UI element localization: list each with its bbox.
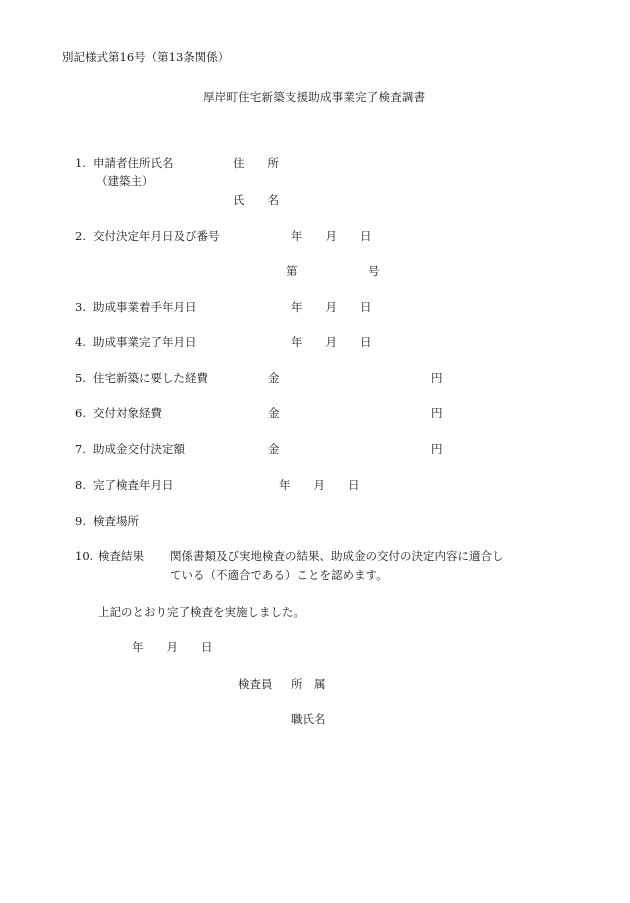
item-10-label: 検査結果 [98,549,144,563]
item-4-date: 年 月 日 [291,335,372,349]
item-9-label: 検査場所 [93,514,139,528]
document-title: 厚岸町住宅新築支援助成事業完了検査調書 [203,90,426,104]
item-10-result-line2: ている（不適合である）ことを認めます。 [170,568,388,582]
item-4-label: 助成事業完了年月日 [93,335,197,349]
item-8-number: 8. [75,478,86,492]
item-8-date: 年 月 日 [279,478,360,492]
item-7-label: 助成金交付決定額 [93,442,185,456]
item-4-number: 4. [75,335,86,349]
item-1-label: 申請者住所氏名 [93,156,174,170]
item-1-name-label: 氏 名 [233,193,279,207]
item-9-number: 9. [75,514,86,528]
item-5-label: 住宅新築に要した経費 [93,371,208,385]
item-5-kin: 金 [268,371,280,385]
item-7-number: 7. [75,442,86,456]
item-6-label: 交付対象経費 [93,406,162,420]
item-3-date: 年 月 日 [291,300,372,314]
item-8-label: 完了検査年月日 [93,478,174,492]
item-1-number: 1. [75,156,86,170]
item-2-number-suffix: 号 [368,264,380,278]
inspector-label: 検査員 [238,677,273,691]
item-7-yen: 円 [431,442,443,456]
item-1-sublabel: （建築主） [96,174,154,188]
item-6-number: 6. [75,406,86,420]
item-2-label: 交付決定年月日及び番号 [93,229,220,243]
item-5-yen: 円 [431,371,443,385]
item-10-result-line1: 関係書類及び実地検査の結果、助成金の交付の決定内容に適合し [170,549,504,563]
item-3-label: 助成事業着手年月日 [93,300,197,314]
inspector-title-name-label: 職氏名 [291,712,326,726]
item-3-number: 3. [75,300,86,314]
signature-date: 年 月 日 [132,640,213,654]
item-2-number: 2. [75,229,86,243]
item-5-number: 5. [75,371,86,385]
item-1-address-label: 住 所 [233,156,279,170]
item-2-date: 年 月 日 [291,229,372,243]
inspector-department-label: 所 属 [291,677,326,691]
item-7-kin: 金 [268,442,280,456]
item-6-yen: 円 [431,406,443,420]
form-id: 別記様式第16号（第13条関係） [62,50,230,64]
statement: 上記のとおり完了検査を実施しました。 [98,605,305,619]
item-2-number-prefix: 第 [286,264,298,278]
item-10-number: 10. [75,549,94,563]
item-6-kin: 金 [268,406,280,420]
